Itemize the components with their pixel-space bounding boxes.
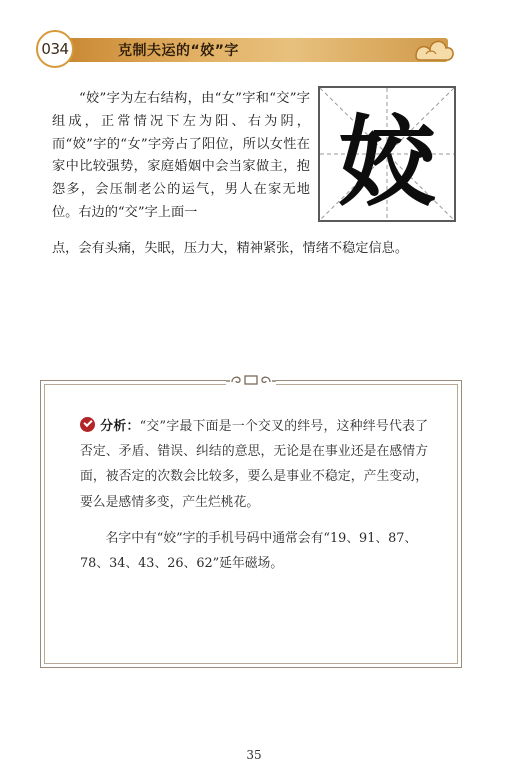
analysis-body: “交”字最下面是一个交叉的绊号，这种绊号代表了否定、矛盾、错误、纠结的意思，无论是在事业还是在感情方面，被否定的次数会比较多，要么是事业不稳定，产生变动，要么是感情多变，产生烂桃花。: [80, 419, 428, 510]
character-glyph: 姣: [337, 105, 436, 220]
chapter-number: 034: [41, 40, 69, 58]
character-grid: [318, 86, 456, 222]
analysis-text: [80, 414, 428, 515]
chapter-header: [36, 30, 456, 70]
intro-paragraph-continuation: 点，会有头痛，失眠，压力大，精神紧张，情绪不稳定信息。: [52, 241, 409, 256]
header-banner: [58, 38, 448, 62]
page-number: 35: [246, 748, 262, 762]
intro-paragraph: “姣”字为左右结构，由“女”字和“交”字组成，正常情况下左为阳、右为阴，而“姣”字的“女”字旁占了阳位，所以女性在家中比较强势，家庭婚姻中会当家做主，抱怨多，会压制老公的运气，男人在家无地位。右边的“交”字上面一: [52, 91, 310, 220]
analysis-note: 名字中有“姣”字的手机号码中通常会有“19、91、87、78、34、43、26、62”延年磁场。: [80, 531, 418, 572]
frame-ornament-icon: [226, 370, 276, 390]
check-icon: [80, 417, 95, 432]
cloud-ornament-icon: [412, 34, 456, 66]
chapter-title: 克制夫运的“姣”字: [118, 43, 239, 59]
analysis-label: 分析：: [100, 419, 140, 434]
chapter-number-badge: [36, 30, 74, 68]
